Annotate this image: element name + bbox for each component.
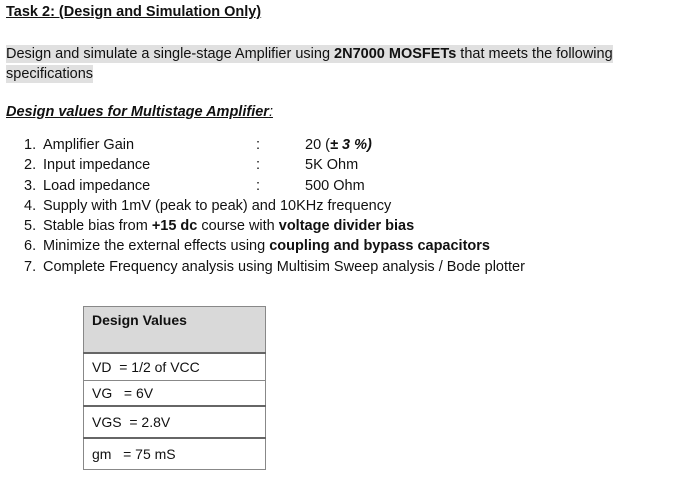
gain-tolerance: ± 3 %) <box>330 137 372 153</box>
spec-number: 1. <box>24 137 37 153</box>
section-title-text: Design values for Multistage Amplifier <box>6 104 269 120</box>
intro-mosfet-part: 2N7000 MOSFETs <box>334 46 457 62</box>
spec-number: 3. <box>24 177 37 194</box>
spec-text: Stable bias from <box>43 218 152 235</box>
spec-item-bias <box>24 216 694 236</box>
design-values-table <box>83 306 266 470</box>
spec-number: 5. <box>24 218 37 235</box>
intro-highlight <box>6 45 613 83</box>
spec-number: 4. <box>24 197 37 214</box>
spec-value: 500 Ohm <box>305 177 365 194</box>
spec-colon: : <box>256 137 261 153</box>
table-cell-vg: VG = 6V <box>84 381 266 407</box>
table-row <box>84 353 266 381</box>
spec-bold: voltage divider bias <box>278 218 415 235</box>
spec-number: 7. <box>24 258 37 275</box>
table-row <box>84 381 266 407</box>
spec-item-input-impedance <box>24 155 694 175</box>
spec-item-capacitors <box>24 236 694 256</box>
spec-text: Complete Frequency analysis using Multisim Sweep analysis / Bode plotter <box>43 258 525 275</box>
spec-bold: +15 dc <box>151 218 198 235</box>
table-cell-vgs: VGS = 2.8V <box>84 406 266 438</box>
spec-text: Supply with 1mV (peak to peak) and 10KHz frequency <box>43 197 392 214</box>
spec-item-frequency-analysis <box>24 257 694 277</box>
spec-colon: : <box>256 177 261 194</box>
spec-value <box>305 135 372 155</box>
spec-number: 2. <box>24 157 37 174</box>
intro-text-before: Design and simulate a single-stage Amplifier using <box>6 46 335 62</box>
intro-paragraph <box>6 44 654 84</box>
section-title-colon: : <box>268 104 273 120</box>
spec-label: Input impedance <box>43 157 151 174</box>
table-header: Design Values <box>84 307 266 354</box>
spec-value: 5K Ohm <box>305 157 359 174</box>
section-title <box>6 104 273 120</box>
spec-colon: : <box>256 157 261 174</box>
table-cell-vd: VD = 1/2 of VCC <box>84 353 266 381</box>
intro-text-after: that meets the following specifications <box>6 46 613 82</box>
spec-number: 6. <box>24 238 37 255</box>
spec-text: Minimize the external effects using <box>43 238 270 255</box>
spec-label: Amplifier Gain <box>43 137 135 153</box>
spec-label: Load impedance <box>43 177 151 194</box>
table-cell-gm: gm = 75 mS <box>84 438 266 470</box>
spec-bold: coupling and bypass capacitors <box>269 238 490 255</box>
spec-text: course with <box>197 218 279 235</box>
task-title: Task 2: (Design and Simulation Only) <box>6 4 262 20</box>
spec-item-load-impedance <box>24 176 694 196</box>
spec-item-supply <box>24 196 694 216</box>
spec-list <box>24 135 694 277</box>
table-row <box>84 438 266 470</box>
spec-item-gain <box>24 135 694 155</box>
gain-value: 20 ( <box>305 137 330 153</box>
table-header-row <box>84 307 266 354</box>
table-row <box>84 406 266 438</box>
